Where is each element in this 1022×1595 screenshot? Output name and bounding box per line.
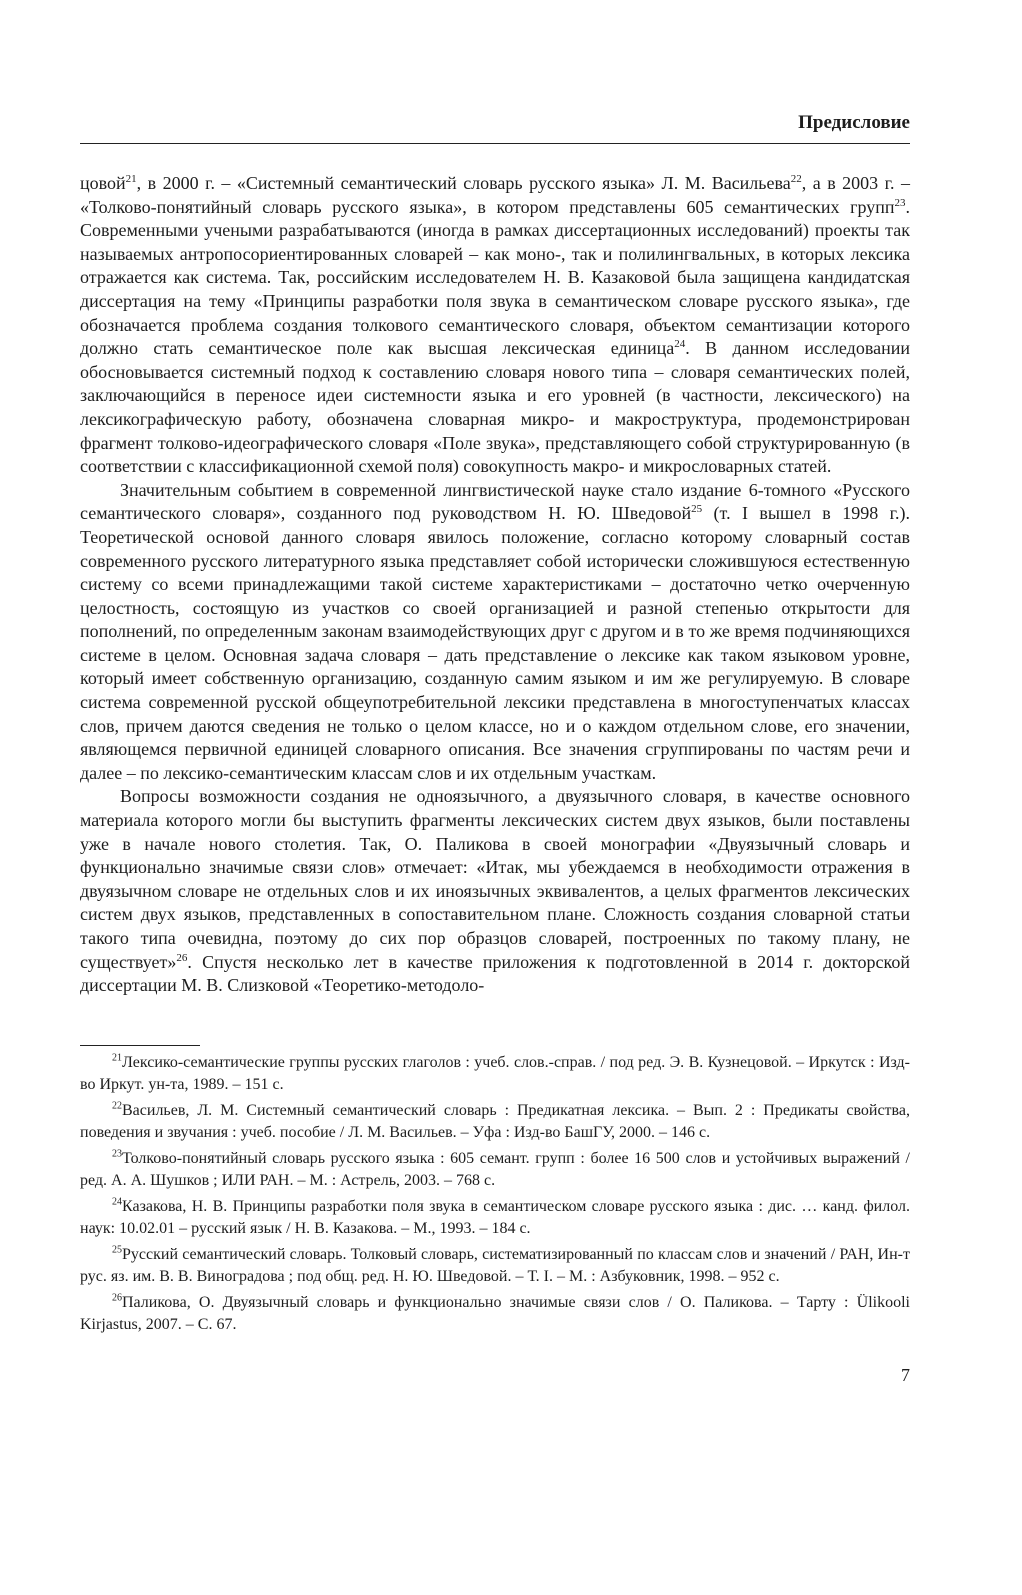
footnote [80,1100,910,1143]
footnote-number: 22 [112,1100,122,1112]
paragraph-1 [80,172,910,479]
footnote-text: Казакова, Н. В. Принципы разработки поля звука в семантическом словаре русского языка : дис. … канд. филол. наук: 10.02.01 – русский язык / Н. В. Казакова. – М., 1993. – 184 с. [80,1198,910,1237]
footnote-number: 23 [112,1148,122,1160]
footnote-number: 24 [112,1196,122,1208]
footnote-ref: 26 [176,951,188,964]
text-run: цовой [80,173,126,193]
footnote-text: Русский семантический словарь. Толковый словарь, систематизированный по классам слов и значений / РАН, Ин-т рус. яз. им. В. В. Виноградова ; под общ. ред. Н. Ю. Шведовой. – Т. I. – М. : Азбуковник, 1998. – 952 с. [80,1246,910,1285]
footnote-text: Лексико-семантические группы русских глаголов : учеб. слов.-справ. / под ред. Э. В. Кузнецовой. – Иркутск : Изд-во Иркут. ун-та, 1989. – 151 с. [80,1054,910,1093]
footnote-number: 25 [112,1244,122,1256]
text-run: , в 2000 г. – «Системный семантический словарь русского языка» Л. М. Васильева [136,173,791,193]
footnote-text: Паликова, О. Двуязычный словарь и функционально значимые связи слов / О. Паликова. – Тарту : Ülikooli Kirjastus, 2007. – С. 67. [80,1294,910,1333]
footnote-separator [80,1045,200,1046]
running-head: Предисловие [798,112,910,133]
page-number: 7 [901,1365,910,1385]
footnote-ref: 22 [790,173,802,185]
header-rule [80,143,910,144]
text-run: . Спустя несколько лет в качестве приложения к подготовленной в 2014 г. докторской диссертации М. В. Слизковой «Теоретико-методоло- [80,951,910,996]
footnotes [80,1052,910,1340]
footnote-number: 26 [112,1292,122,1304]
text-run: Вопросы возможности создания не одноязычного, а двуязычного словаря, в качестве основного материала которого могли бы выступить фрагменты лексических систем двух языков, были поставлены уже в начале нового столетия. Так, О. Паликова в своей монографии «Двуязычный словарь и функционально значимые связи слов» отмечает: «Итак, мы убеждаемся в необходимости отражения в двуязычном словаре не отдельных слов и их иноязычных эквивалентов, а целых фрагментов лексических систем двух языков, представленных в сопоставительном плане. Сложность создания словарной статьи такого типа очевидна, поэтому до сих пор образцов словарей, построенных по такому плану, не существует» [80,786,910,972]
text-run: , а в 2003 г. – «Толково-понятийный словарь русского языка», в котором представлены 605 семантических групп [80,173,910,217]
footnote [80,1244,910,1287]
footnote-text: Толково-понятийный словарь русского языка : 605 семант. групп : более 16 500 слов и устойчивых выражений / ред. А. А. Шушков ; ИЛИ РАН. – М. : Астрель, 2003. – 768 с. [80,1150,910,1189]
footnote [80,1196,910,1239]
footnote [80,1052,910,1095]
footnote-ref: 23 [894,196,906,209]
footnote-text: Васильев, Л. М. Системный семантический словарь : Предикатная лексика. – Вып. 2 : Предикаты свойства, поведения и звучания : учеб. пособие / Л. М. Васильев. – Уфа : Изд-во БашГУ, 2000. – 146 с. [80,1102,910,1141]
footnote [80,1292,910,1335]
text-run: (т. I вышел в 1998 г.). Теоретической основой данного словаря явилось положение, согласно которому словарный состав современного русского литературного языка представляет собой исторически сложившуюся естественную систему со всеми принадлежащими такой системе характеристиками – достаточно четко очерченную целостность, состоящую из участков со своей организацией и разной степенью открытости для пополнений, по определенным законам взаимодействующих друг с другом и в то же время подчиняющихся системе в целом. Основная задача словаря – дать представление о лексике как таком языковом уровне, который имеет собственную организацию, созданную самим языком и им же регулируемую. В словаре система современной русской общеупотребительной лексики представлена в многоступенчатых классах слов, причем даются сведения не только о целом классе, но и о каждом отдельном слове, его значении, являющемся первичной единицей словарного описания. Все значения сгруппированы по частям речи и далее – по лексико-семантическим классам слов и их отдельным участкам. [80,503,910,783]
footnote-number: 21 [112,1052,122,1064]
footnote-ref: 25 [691,503,703,516]
paragraph-3 [80,785,910,997]
footnote [80,1148,910,1191]
text-run: . Современными учеными разрабатываются (иногда в рамках диссертационных исследований) проекты так называемых антропосориентированных словарей – как моно-, так и полилингвальных, в которых лексика отражается как система. Так, российским исследователем Н. В. Казаковой была защищена кандидатская диссертация на тему «Принципы разработки поля звука в семантическом словаре русского языка», где обозначается проблема создания толкового семантического словаря, объектом семантизации которого должно стать семантическое поле как высшая лексическая единица [80,196,910,359]
paragraph-2 [80,479,910,786]
footnote-ref: 24 [674,338,686,351]
body-text [80,172,910,998]
text-run: . В данном исследовании обосновывается системный подход к составлению словаря нового типа – словаря семантических полей, заключающийся в переносе идеи системности языка и его уровней (в частности, лексического) на лексикографическую работу, обозначена словарная микро- и макроструктура, продемонстрирован фрагмент толково-идеографического словаря «Поле звука», представляющего собой структурированную (в соответствии с классификационной схемой поля) совокупность макро- и микрословарных статей. [80,338,910,477]
footnote-ref: 21 [125,173,137,185]
text-run: Значительным событием в современной лингвистической науке стало издание 6-томного «Русского семантического словаря», созданного под руководством Н. Ю. Шведовой [80,479,910,524]
